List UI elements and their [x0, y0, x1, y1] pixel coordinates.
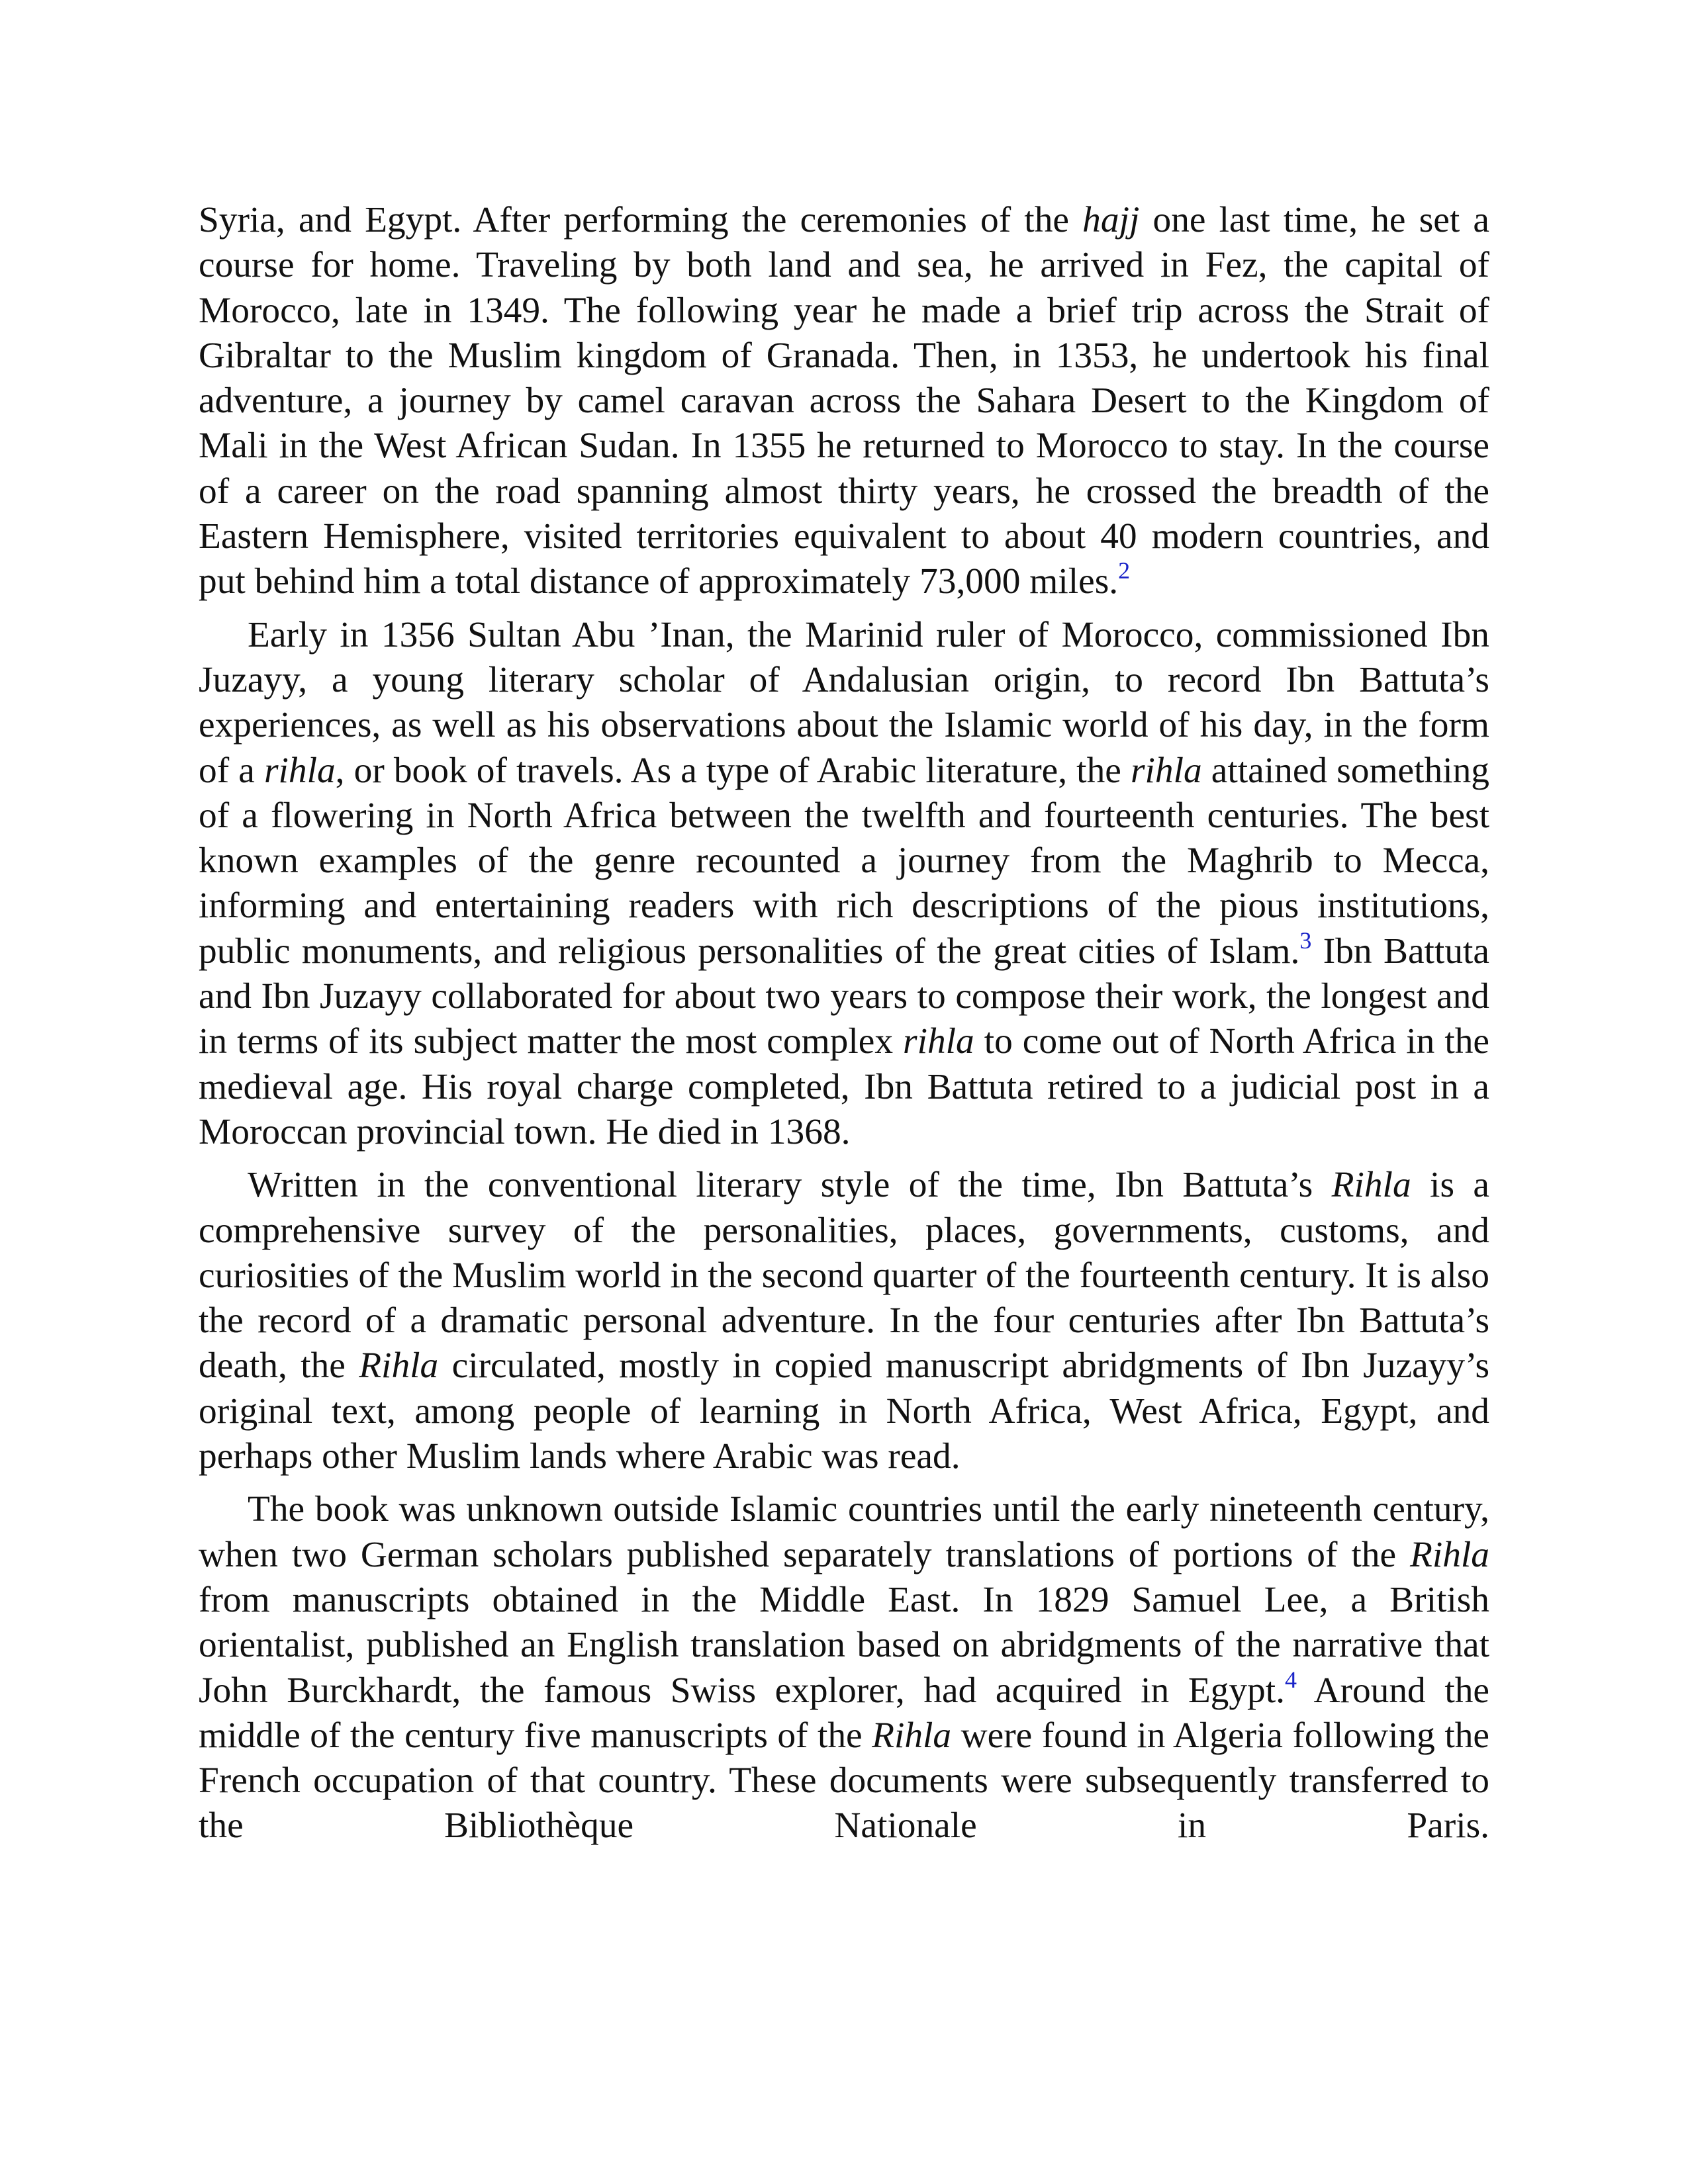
- italic-term: Rihla: [872, 1714, 952, 1755]
- footnote-marker[interactable]: 4: [1284, 1666, 1297, 1693]
- text-run: , or book of travels. As a type of Arabic literature, the: [335, 749, 1131, 790]
- text-run: Early in 1356 Sultan Abu ’Inan, the Marinid ruler of Morocco, commissioned Ibn Juzayy, a young literary scholar of Andalusian origin, to record Ibn Battuta’s experiences, as well as his observations about the Islamic world of his day, in the form of a: [199, 614, 1489, 790]
- text-run: Syria, and Egypt. After performing the ceremonies of the: [199, 199, 1083, 240]
- italic-term: rihla: [903, 1021, 974, 1062]
- italic-term: Rihla: [1331, 1164, 1411, 1205]
- text-run: Ibn Battuta and Ibn Juzayy collaborated for about two years to compose their work, the longest and in terms of its subject matter the most complex: [199, 930, 1489, 1062]
- footnote-marker[interactable]: 3: [1299, 927, 1312, 954]
- italic-term: Rihla: [1409, 1533, 1489, 1574]
- text-run: The book was unknown outside Islamic countries until the early nineteenth century, when two German scholars published separately translations of portions of the: [199, 1488, 1489, 1574]
- italic-term: hajj: [1082, 199, 1140, 240]
- italic-term: rihla: [1130, 749, 1202, 790]
- document-page: [199, 197, 1489, 1856]
- paragraph-4: [199, 1486, 1489, 1848]
- paragraph-2: [199, 612, 1489, 1155]
- text-run: attained something of a flowering in North Africa between the twelfth and fourteenth centuries. The best known examples of the genre recounted a journey from the Maghrib to Mecca, informing and entertaining readers with rich descriptions of the pious institutions, public monuments, and religious personalities of the great cities of Islam.: [199, 749, 1490, 971]
- text-run: from manuscripts obtained in the Middle East. In 1829 Samuel Lee, a British orientalist, published an English translation based on abridgments of the narrative that John Burckhardt, the famous Swiss explorer, had acquired in Egypt.: [199, 1578, 1489, 1710]
- text-run: Around the middle of the century five manuscripts of the: [199, 1669, 1489, 1755]
- text-run: Written in the conventional literary style of the time, Ibn Battuta’s: [248, 1164, 1332, 1205]
- text-run: is a comprehensive survey of the personalities, places, governments, customs, and curiosities of the Muslim world in the second quarter of the fourteenth century. It is also the record of a dramatic personal adventure. In the four centuries after Ibn Battuta’s death, the: [199, 1164, 1489, 1386]
- footnote-marker[interactable]: 2: [1118, 557, 1131, 584]
- italic-term: rihla: [263, 749, 336, 790]
- text-run: to come out of North Africa in the medieval age. His royal charge completed, Ibn Battuta retired to a judicial post in a Moroccan provincial town. He died in 1368.: [199, 1021, 1489, 1152]
- italic-term: Rihla: [359, 1345, 439, 1386]
- paragraph-3: [199, 1162, 1489, 1479]
- text-run: one last time, he set a course for home. Traveling by both land and sea, he arrived in Fez, the capital of Morocco, late in 1349. The following year he made a brief trip across the Strait of Gibraltar to the Muslim kingdom of Granada. Then, in 1353, he undertook his final adventure, a journey by camel caravan across the Sahara Desert to the Kingdom of Mali in the West African Sudan. In 1355 he returned to Morocco to stay. In the course of a career on the road spanning almost thirty years, he crossed the breadth of the Eastern Hemisphere, visited territories equivalent to about 40 modern countries, and put behind him a total distance of approximately 73,000 miles.: [199, 199, 1489, 602]
- text-run: were found in Algeria following the French occupation of that country. These documents were subsequently transferred to the Bibliothèque Nationale in Paris.: [199, 1714, 1489, 1846]
- paragraph-1: [199, 197, 1489, 604]
- text-run: circulated, mostly in copied manuscript abridgments of Ibn Juzayy’s original text, among people of learning in North Africa, West Africa, Egypt, and perhaps other Muslim lands where Arabic was read.: [199, 1345, 1489, 1477]
